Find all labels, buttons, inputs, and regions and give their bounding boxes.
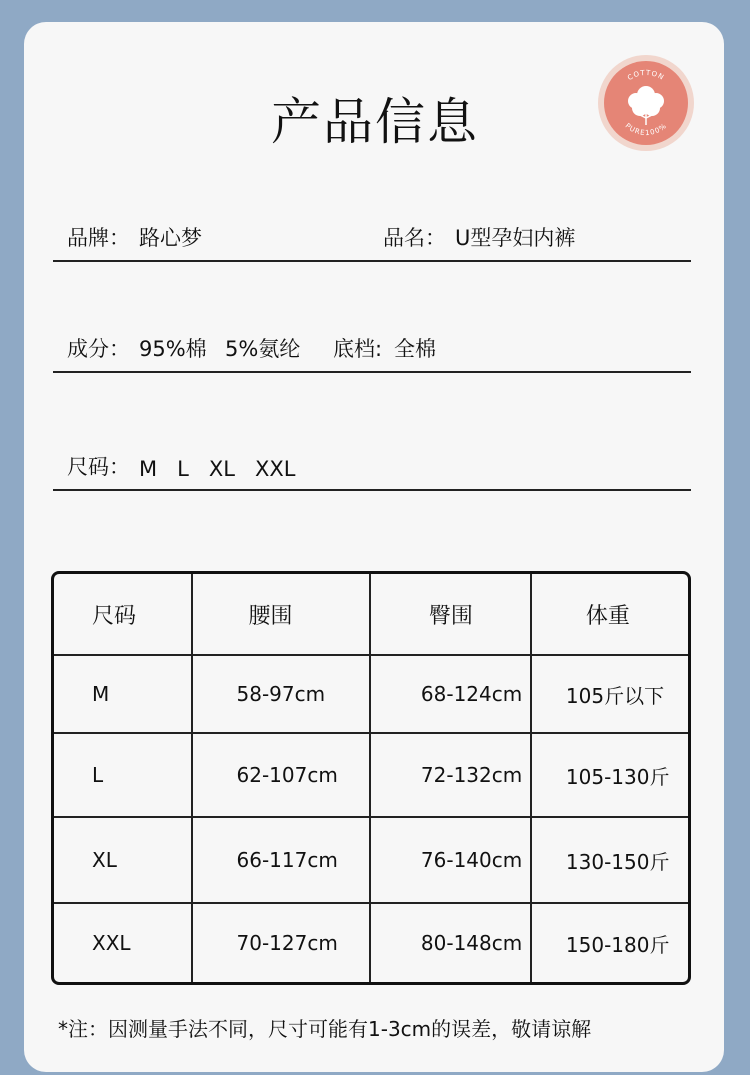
brand-name-row	[53, 222, 691, 262]
material-value-2: 5%氨纶	[225, 337, 301, 361]
cotton-icon	[598, 55, 694, 151]
cell-size: M	[54, 656, 193, 734]
material-value: 95%棉	[139, 337, 207, 361]
table-row	[54, 818, 688, 904]
cell-weight: 105-130斤	[532, 734, 688, 818]
table-row	[54, 734, 688, 818]
cell-hip: 76-140cm	[371, 818, 532, 904]
cell-weight: 130-150斤	[532, 818, 688, 904]
size-row	[53, 451, 691, 491]
cell-weight: 105斤以下	[532, 656, 688, 734]
cell-waist: 66-117cm	[193, 818, 371, 904]
svg-text:COTTON	[626, 69, 665, 82]
size-chart-table	[51, 571, 691, 985]
name-label: 品名：	[383, 226, 446, 250]
brand-label: 品牌：	[67, 226, 130, 250]
cell-hip: 68-124cm	[371, 656, 532, 734]
page-title: 产品信息	[271, 93, 479, 151]
cell-size: XXL	[54, 904, 193, 982]
header-waist: 腰围	[193, 574, 371, 656]
cell-waist: 62-107cm	[193, 734, 371, 818]
header-size: 尺码	[54, 574, 193, 656]
cell-size: L	[54, 734, 193, 818]
cell-hip: 80-148cm	[371, 904, 532, 982]
crotch-label: 底档:	[333, 337, 383, 361]
brand-value: 路心梦	[139, 226, 202, 250]
material-row	[53, 333, 691, 373]
material-label: 成分：	[67, 337, 130, 361]
table-row	[54, 904, 688, 982]
size-values: M L XL XXL	[139, 457, 296, 481]
table-header-row	[54, 574, 688, 656]
table-row	[54, 656, 688, 734]
cell-waist: 58-97cm	[193, 656, 371, 734]
cell-weight: 150-180斤	[565, 932, 670, 957]
cell-hip: 72-132cm	[371, 734, 532, 818]
measurement-note: *注：因测量手法不同，尺寸可能有1-3cm的误差，敬请谅解	[58, 1017, 592, 1041]
header-weight: 体重	[532, 574, 688, 656]
cell-size: XL	[54, 818, 193, 904]
name-value: U型孕妇内裤	[455, 226, 576, 250]
cotton-badge	[598, 55, 694, 151]
badge-bottom-text: PURE100%	[623, 121, 669, 138]
badge-top-text: COTTON	[626, 68, 666, 83]
header-hip: 臀围	[371, 574, 532, 656]
crotch-value: 全棉	[394, 337, 436, 361]
cell-waist: 70-127cm	[193, 904, 371, 982]
size-label: 尺码：	[67, 455, 130, 479]
